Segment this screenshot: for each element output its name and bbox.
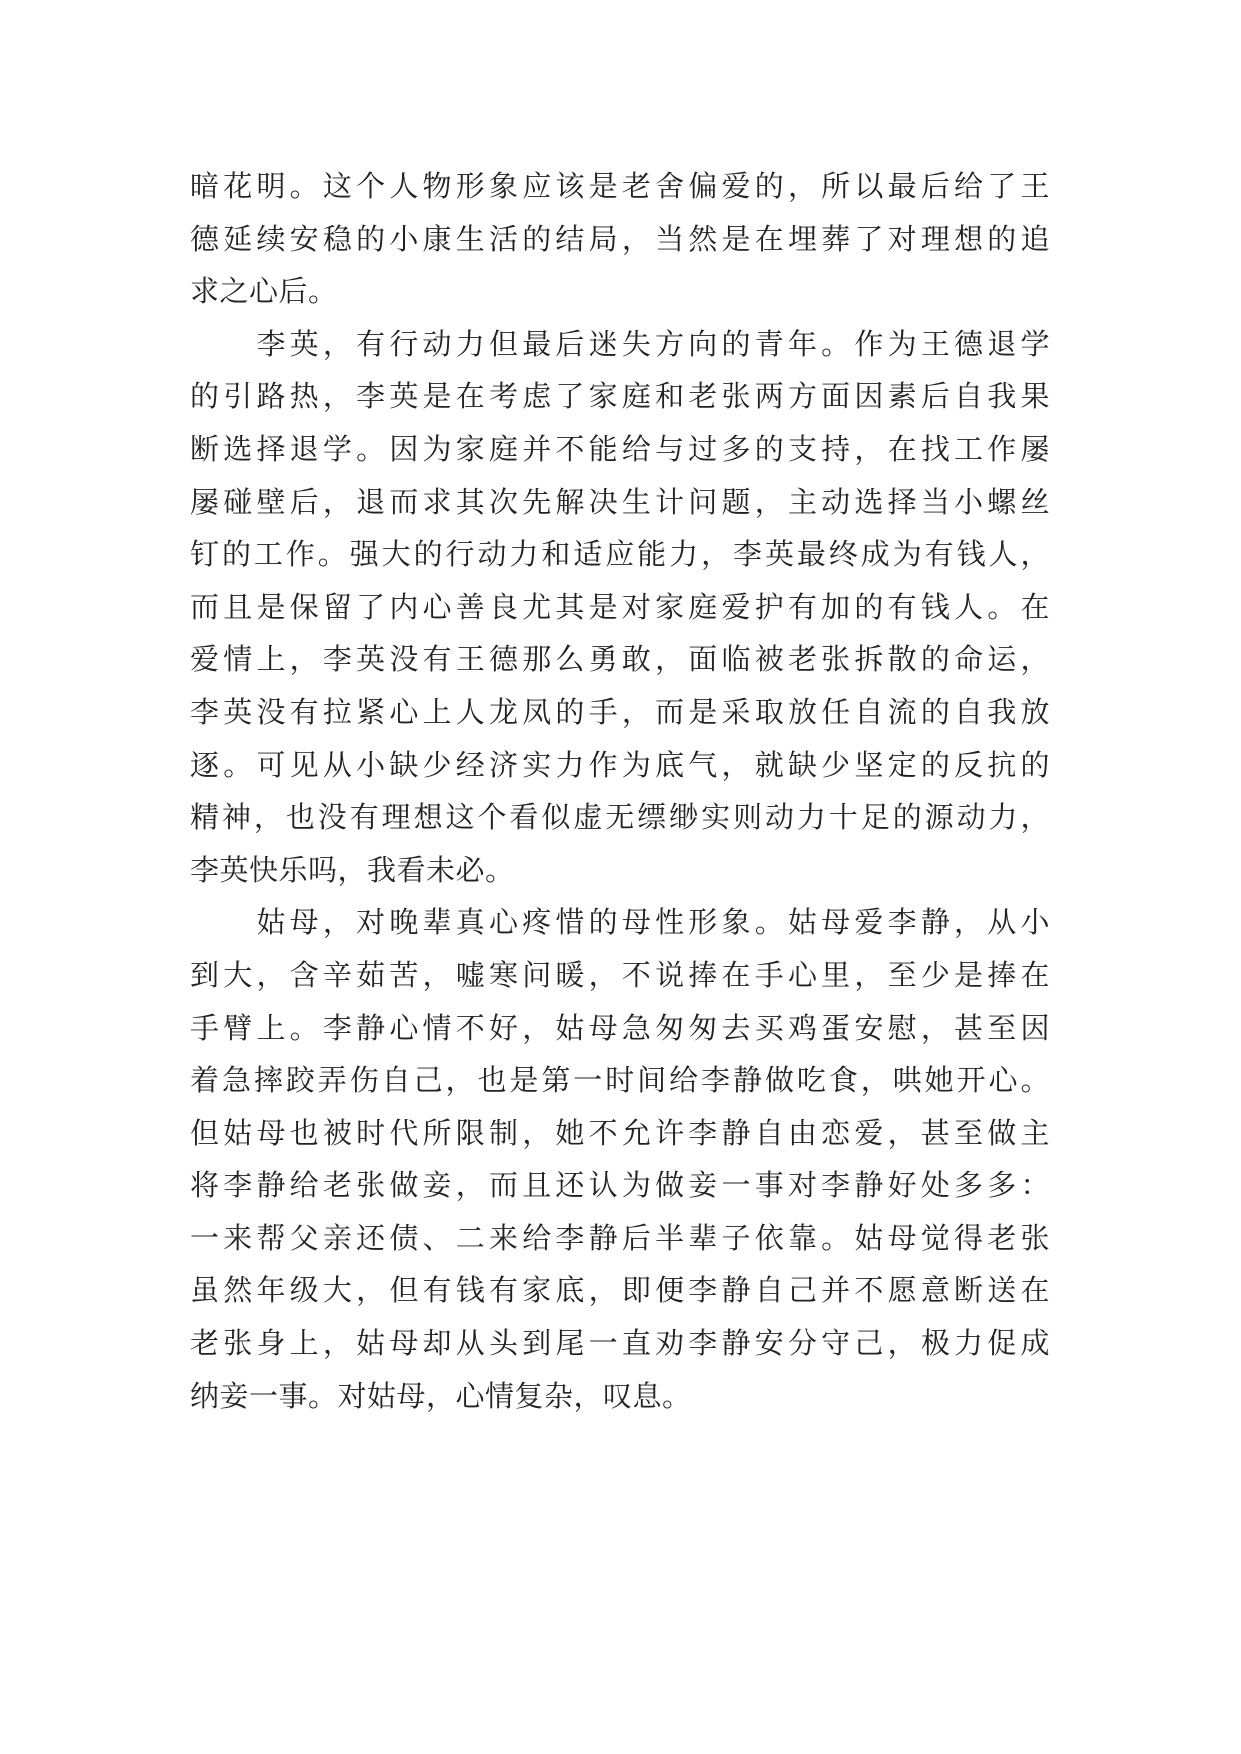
text-line: 精神，也没有理想这个看似虚无缥缈实则动力十足的源动力， bbox=[190, 800, 1050, 835]
text-line: 屡碰壁后，退而求其次先解决生计问题，主动选择当小螺丝 bbox=[190, 484, 1050, 519]
text-line: 虽然年级大，但有钱有家底，即便李静自己并不愿意断送在 bbox=[190, 1273, 1050, 1308]
text-line: 钉的工作。强大的行动力和适应能力，李英最终成为有钱人， bbox=[190, 537, 1050, 572]
paragraph-3 bbox=[190, 896, 1050, 1422]
text-line: 李英，有行动力但最后迷失方向的青年。作为王德退学 bbox=[190, 326, 1050, 361]
text-line: 爱情上，李英没有王德那么勇敢，面临被老张拆散的命运， bbox=[190, 642, 1050, 677]
text-line: 逐。可见从小缺少经济实力作为底气，就缺少坚定的反抗的 bbox=[190, 747, 1050, 782]
text-line: 着急摔跤弄伤自己，也是第一时间给李静做吃食，哄她开心。 bbox=[190, 1063, 1050, 1098]
text-line: 断选择退学。因为家庭并不能给与过多的支持，在找工作屡 bbox=[190, 431, 1050, 466]
text-line: 的引路热，李英是在考虑了家庭和老张两方面因素后自我果 bbox=[190, 379, 1050, 414]
text-line: 手臂上。李静心情不好，姑母急匆匆去买鸡蛋安慰，甚至因 bbox=[190, 1010, 1050, 1045]
paragraph-2 bbox=[190, 318, 1050, 897]
text-line: 一来帮父亲还债、二来给李静后半辈子依靠。姑母觉得老张 bbox=[190, 1220, 1050, 1255]
text-line: 到大，含辛茹苦，嘘寒问暖，不说捧在手心里，至少是捧在 bbox=[190, 957, 1050, 992]
text-line: 李英快乐吗，我看未必。 bbox=[190, 852, 515, 887]
paragraph-1 bbox=[190, 160, 1050, 318]
text-line: 德延续安稳的小康生活的结局，当然是在埋葬了对理想的追 bbox=[190, 221, 1050, 256]
text-line: 姑母，对晚辈真心疼惜的母性形象。姑母爱李静，从小 bbox=[190, 905, 1050, 940]
text-line: 老张身上，姑母却从头到尾一直劝李静安分守己，极力促成 bbox=[190, 1326, 1050, 1361]
text-line: 李英没有拉紧心上人龙凤的手，而是采取放任自流的自我放 bbox=[190, 694, 1050, 729]
text-line: 求之心后。 bbox=[190, 274, 338, 309]
body-text bbox=[190, 160, 1050, 1422]
text-line: 将李静给老张做妾，而且还认为做妾一事对李静好处多多： bbox=[190, 1168, 1050, 1203]
text-line: 但姑母也被时代所限制，她不允许李静自由恋爱，甚至做主 bbox=[190, 1115, 1050, 1150]
text-line: 纳妾一事。对姑母，心情复杂，叹息。 bbox=[190, 1378, 692, 1413]
text-line: 暗花明。这个人物形象应该是老舍偏爱的，所以最后给了王 bbox=[190, 169, 1050, 203]
text-line: 而且是保留了内心善良尤其是对家庭爱护有加的有钱人。在 bbox=[190, 589, 1050, 624]
